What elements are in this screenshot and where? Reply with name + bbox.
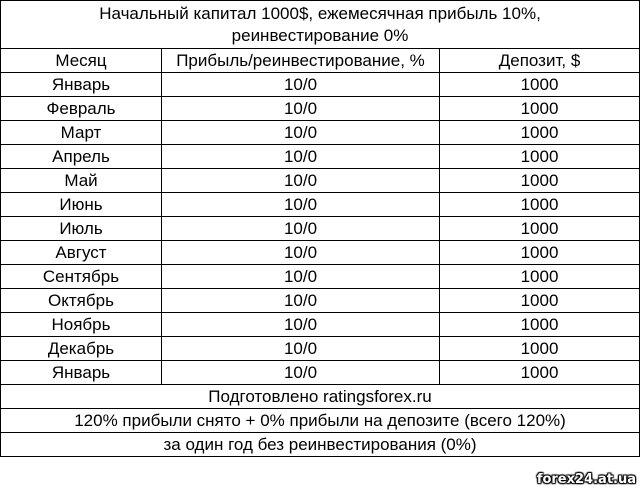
table-row [1,169,640,193]
table-row [1,217,640,241]
cell-profit: 10/0 [162,265,440,289]
cell-month: Ноябрь [1,313,162,337]
cell-month: Май [1,169,162,193]
cell-deposit: 1000 [440,337,640,361]
header-deposit: Депозит, $ [440,49,640,73]
cell-month: Июнь [1,193,162,217]
cell-month: Апрель [1,145,162,169]
table-row [1,265,640,289]
cell-month: Январь [1,361,162,385]
cell-deposit: 1000 [440,241,640,265]
table-row [1,97,640,121]
footer-summary-2-row [1,433,640,457]
cell-profit: 10/0 [162,73,440,97]
header-profit: Прибыль/реинвестирование, % [162,49,440,73]
cell-deposit: 1000 [440,313,640,337]
cell-deposit: 1000 [440,265,640,289]
cell-profit: 10/0 [162,241,440,265]
footer-summary-1-row [1,409,640,433]
cell-month: Декабрь [1,337,162,361]
cell-deposit: 1000 [440,169,640,193]
title-line-1: Начальный капитал 1000$, ежемесячная прибыль 10%, [99,3,541,23]
title-row [1,1,640,49]
cell-month: Февраль [1,97,162,121]
header-month: Месяц [1,49,162,73]
cell-profit: 10/0 [162,145,440,169]
table-title [1,1,640,49]
cell-profit: 10/0 [162,289,440,313]
table-row [1,241,640,265]
table-row [1,73,640,97]
cell-deposit: 1000 [440,217,640,241]
cell-deposit: 1000 [440,193,640,217]
cell-profit: 10/0 [162,97,440,121]
table-row [1,361,640,385]
cell-profit: 10/0 [162,121,440,145]
table-row [1,313,640,337]
cell-profit: 10/0 [162,217,440,241]
title-line-2: реинвестирование 0% [231,25,409,45]
cell-month: Июль [1,217,162,241]
footer-prepared-row [1,385,640,409]
cell-month: Январь [1,73,162,97]
cell-profit: 10/0 [162,337,440,361]
cell-profit: 10/0 [162,169,440,193]
cell-profit: 10/0 [162,361,440,385]
cell-deposit: 1000 [440,289,640,313]
table-row [1,337,640,361]
cell-month: Сентябрь [1,265,162,289]
cell-profit: 10/0 [162,313,440,337]
footer-summary-1: 120% прибыли снято + 0% прибыли на депозите (всего 120%) [1,409,640,433]
cell-month: Октябрь [1,289,162,313]
table-row [1,193,640,217]
footer-prepared: Подготовлено ratingsforex.ru [1,385,640,409]
cell-deposit: 1000 [440,97,640,121]
cell-deposit: 1000 [440,361,640,385]
cell-deposit: 1000 [440,145,640,169]
footer-summary-2: за один год без реинвестирования (0%) [1,433,640,457]
watermark: forex24.at.ua [536,472,636,487]
cell-profit: 10/0 [162,193,440,217]
cell-deposit: 1000 [440,73,640,97]
table-row [1,289,640,313]
cell-deposit: 1000 [440,121,640,145]
cell-month: Март [1,121,162,145]
table-row [1,145,640,169]
table-row [1,121,640,145]
header-row [1,49,640,73]
cell-month: Август [1,241,162,265]
